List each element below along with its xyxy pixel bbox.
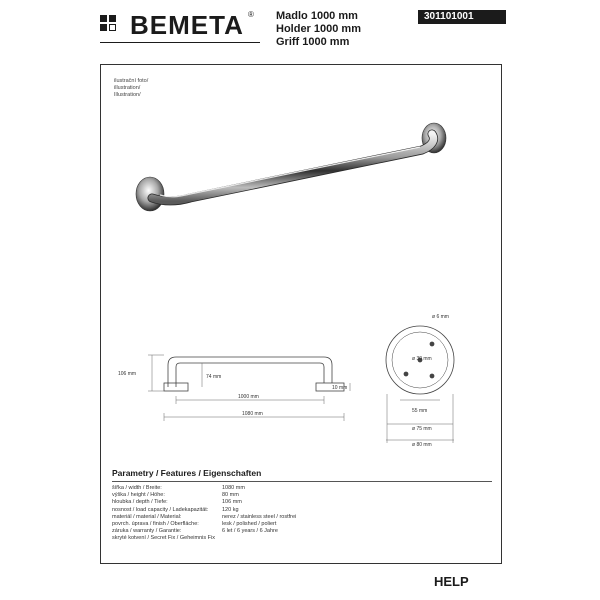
param-row [112, 499, 422, 506]
dim-hole-spacing: 55 mm [412, 408, 428, 414]
dim-1080: 1080 mm [242, 411, 263, 417]
param-label: nosnost / load capacity / Ladekapazität: [112, 506, 209, 513]
logo-underline [100, 42, 260, 43]
param-label: materiál / material / Material: [112, 513, 182, 520]
dim-1000: 1000 mm [238, 394, 259, 400]
param-row [112, 535, 422, 542]
param-row [112, 528, 422, 535]
param-value: 120 kg [222, 506, 239, 513]
dim-inner-diameter: ø 30 mm [412, 356, 432, 362]
param-row [112, 507, 422, 514]
param-value: 1080 mm [222, 485, 245, 491]
front-technical-drawing [118, 345, 353, 425]
dim-rosette-inner: ø 75 mm [412, 426, 432, 432]
parameters-table [112, 485, 422, 543]
brand-logo [100, 8, 260, 42]
param-value: 80 mm [222, 492, 239, 499]
param-value: lesk / polished / poliert [222, 521, 277, 528]
illustration-note-de: Illustration/ [114, 92, 141, 98]
param-value: nerez / stainless steel / rostfrei [222, 513, 297, 520]
product-code-badge: 301101001 [418, 10, 506, 24]
param-label: skryté kotvení / Secret Fix / Geheimnis Fix [112, 535, 216, 542]
registered-mark: ® [248, 10, 254, 19]
product-titles [276, 10, 361, 49]
param-label: hloubka / depth / Tiefe: [112, 499, 168, 506]
parameters-title: Parametry / Features / Eigenschaften [112, 468, 262, 478]
param-row [112, 485, 422, 492]
illustration-note [114, 78, 148, 99]
logo-mark-icon [100, 15, 126, 37]
title-cz: Madlo 1000 mm [276, 10, 358, 22]
title-de: Griff 1000 mm [276, 36, 350, 48]
param-value: 6 let / 6 years / 6 Jahre [222, 528, 278, 535]
param-row [112, 514, 422, 521]
rosette-technical-drawing [370, 300, 480, 450]
param-row [112, 521, 422, 528]
param-value: 106 mm [222, 499, 242, 506]
dim-hole: ø 6 mm [432, 314, 449, 320]
param-row [112, 492, 422, 499]
dim-106: 106 mm [118, 371, 137, 377]
illustration-note-en: illustration/ [114, 85, 141, 91]
illustration-note-cz: ilustrační foto/ [114, 78, 149, 84]
param-label: povrch. úprava / finish / Oberfläche: [112, 521, 199, 528]
series-name: HELP [434, 574, 469, 589]
parameters-divider [112, 481, 492, 482]
title-en: Holder 1000 mm [276, 23, 361, 35]
dim-10: 10 mm [332, 385, 348, 391]
brand-name: BEMETA [130, 10, 244, 40]
product-photo [110, 110, 490, 220]
param-label: výška / height / Höhe: [112, 492, 165, 499]
param-label: záruka / warranty / Garantie: [112, 528, 182, 535]
param-label: šířka / width / Breite: [112, 485, 162, 491]
dim-rosette-outer: ø 80 mm [412, 442, 432, 448]
dim-74: 74 mm [206, 374, 222, 380]
